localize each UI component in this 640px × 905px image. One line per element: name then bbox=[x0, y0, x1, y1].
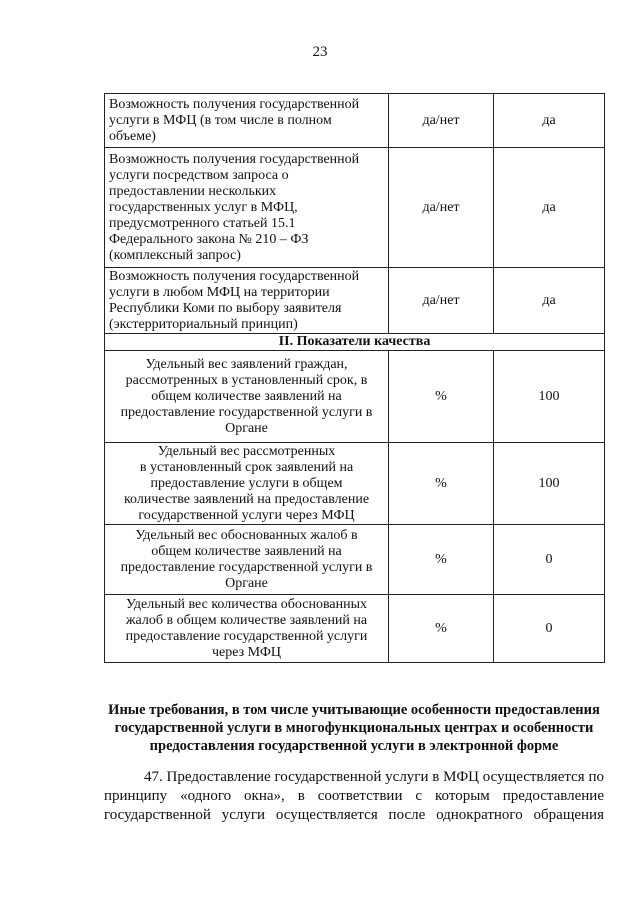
indicator-value: да bbox=[494, 148, 605, 268]
table-row bbox=[105, 351, 605, 443]
indicator-name: Удельный вес заявлений граждан, рассмотренных в установленный срок, в общем количестве заявлений на предоставление государственной услуги в Органе bbox=[105, 351, 389, 443]
indicator-unit: % bbox=[389, 525, 494, 595]
table-row bbox=[105, 443, 605, 525]
indicator-name: Удельный вес обоснованных жалоб в общем количестве заявлений на предоставление государственной услуги в Органе bbox=[105, 525, 389, 595]
indicator-value: 0 bbox=[494, 525, 605, 595]
indicator-name: Удельный вес количества обоснованных жалоб в общем количестве заявлений на предоставление государственной услуги через МФЦ bbox=[105, 595, 389, 663]
indicators-table bbox=[104, 93, 605, 663]
indicator-unit: да/нет bbox=[389, 148, 494, 268]
table-row bbox=[105, 268, 605, 334]
indicator-name: Возможность получения государственной услуги в любом МФЦ на территории Республики Коми по выбору заявителя (экстерриториальный принцип) bbox=[105, 268, 389, 334]
indicator-unit: % bbox=[389, 443, 494, 525]
indicator-value: 100 bbox=[494, 351, 605, 443]
indicator-value: да bbox=[494, 268, 605, 334]
table-row bbox=[105, 148, 605, 268]
indicator-name: Возможность получения государственной услуги в МФЦ (в том числе в полном объеме) bbox=[105, 94, 389, 148]
indicator-name: Удельный вес рассмотренных в установленный срок заявлений на предоставление услуги в общем количестве заявлений на предоставление государственной услуги через МФЦ bbox=[105, 443, 389, 525]
indicator-name: Возможность получения государственной услуги посредством запроса о предоставлении нескольких государственных услуг в МФЦ, предусмотренного статьей 15.1 Федерального закона № 210 – ФЗ (комплексный запрос) bbox=[105, 148, 389, 268]
section-title: II. Показатели качества bbox=[105, 334, 605, 351]
section-heading: Иные требования, в том числе учитывающие особенности предоставления государственной услуги в многофункциональных центрах и особенности предоставления государственной услуги в электронной форме bbox=[108, 702, 600, 754]
indicator-unit: да/нет bbox=[389, 268, 494, 334]
indicator-value: да bbox=[494, 94, 605, 148]
indicator-unit: % bbox=[389, 595, 494, 663]
table-row bbox=[105, 94, 605, 148]
body-paragraph: 47. Предоставление государственной услуги в МФЦ осуществляется по принципу «одного окна», в соответствии с которым предоставление государственной услуги осуществляется после однократного обращения bbox=[104, 769, 604, 823]
indicator-unit: % bbox=[389, 351, 494, 443]
table-row bbox=[105, 595, 605, 663]
indicator-value: 100 bbox=[494, 443, 605, 525]
indicator-unit: да/нет bbox=[389, 94, 494, 148]
page-number: 23 bbox=[312, 44, 328, 60]
indicator-value: 0 bbox=[494, 595, 605, 663]
section-row bbox=[105, 334, 605, 351]
table-row bbox=[105, 525, 605, 595]
